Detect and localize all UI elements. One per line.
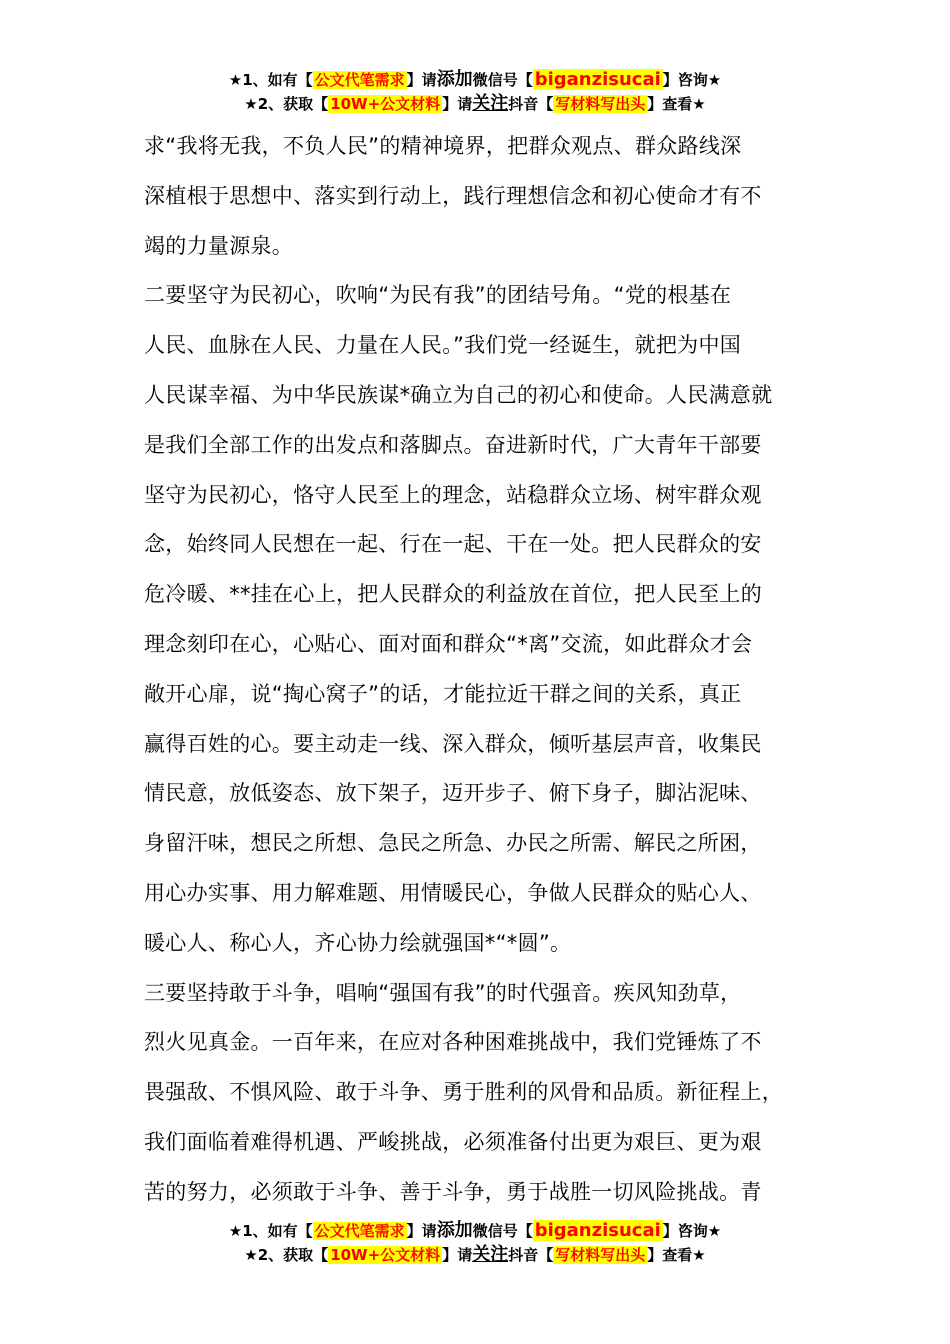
body-line: 敞开心扉，说“掏心窝子”的话，才能拉近干群之间的关系，真正	[144, 681, 742, 706]
body-line: 危冷暖、**挂在心上，把人民群众的利益放在首位，把人民至上的	[144, 582, 762, 607]
body-line: 坚守为民初心，恪守人民至上的理念，站稳群众立场、树牢群众观	[144, 482, 762, 507]
body-line: 赢得百姓的心。要主动走一线、深入群众，倾听基层声音，收集民	[144, 731, 762, 756]
body-line: 情民意，放低姿态、放下架子，迈开步子、俯下身子，脚沾泥味、	[144, 781, 762, 806]
body-line: 人民谋幸福、为中华民族谋*确立为自己的初心和使命。人民满意就	[144, 382, 773, 407]
body-line: 二要坚守为民初心，吹响“为民有我”的团结号角。“党的根基在	[144, 283, 732, 308]
body-line: 理念刻印在心，心贴心、面对面和群众“*离”交流，如此群众才会	[144, 631, 753, 656]
body-line: 我们面临着难得机遇、严峻挑战，必须准备付出更为艰巨、更为艰	[144, 1129, 762, 1154]
body-line: 人民、血脉在人民、力量在人民。”我们党一经诞生，就把为中国	[144, 333, 742, 358]
highlight-materials: 10W+公文材料	[330, 95, 441, 113]
footer-banner	[0, 1219, 950, 1267]
body-line: 竭的力量源泉。	[144, 233, 294, 258]
document-body	[144, 122, 834, 1218]
body-line: 求“我将无我，不负人民”的精神境界，把群众观点、群众路线深	[144, 134, 742, 158]
highlight-ghostwriting: 公文代笔需求	[314, 1222, 405, 1240]
header-line-1: ★1、如有【 公文代笔需求 】请添加微信号【 biganzisucai 】咨询★	[228, 69, 722, 90]
body-line: 烈火见真金。一百年来，在应对各种困难挑战中，我们党锤炼了不	[144, 1030, 762, 1055]
header-line-2: ★2、获取【 10W+公文材料 】请关注抖音【 写材料写出头 】查看★	[244, 93, 706, 114]
footer-line-2: ★2、获取【 10W+公文材料 】请关注抖音【 写材料写出头 】查看★	[244, 1244, 706, 1265]
body-line: 是我们全部工作的出发点和落脚点。奋进新时代，广大青年干部要	[144, 432, 762, 457]
body-line: 念，始终同人民想在一起、行在一起、干在一处。把人民群众的安	[144, 532, 762, 557]
header-banner	[0, 68, 950, 116]
body-line: 苦的努力，必须敢于斗争、善于斗争，勇于战胜一切风险挑战。青	[144, 1179, 762, 1204]
highlight-douyin[interactable]: 写材料写出头	[555, 95, 646, 113]
body-line: 畏强敌、不惧风险、敢于斗争、勇于胜利的风骨和品质。新征程上，	[144, 1080, 783, 1105]
body-line: 暖心人、称心人，齐心协力绘就强国*“*圆”。	[144, 930, 572, 955]
highlight-wechat-id[interactable]: biganzisucai	[534, 69, 661, 90]
body-line: 深植根于思想中、落实到行动上，践行理想信念和初心使命才有不	[144, 183, 762, 208]
highlight-wechat-id[interactable]: biganzisucai	[534, 1220, 661, 1241]
highlight-douyin[interactable]: 写材料写出头	[555, 1246, 646, 1264]
body-line: 身留汗味，想民之所想、急民之所急、办民之所需、解民之所困，	[144, 831, 762, 856]
footer-line-1: ★1、如有【 公文代笔需求 】请添加微信号【 biganzisucai 】咨询★	[228, 1220, 722, 1241]
highlight-materials: 10W+公文材料	[330, 1246, 441, 1264]
body-line: 三要坚持敢于斗争，唱响“强国有我”的时代强音。疾风知劲草，	[144, 980, 742, 1005]
highlight-ghostwriting: 公文代笔需求	[314, 71, 405, 89]
body-line: 用心办实事、用力解难题、用情暖民心，争做人民群众的贴心人、	[144, 880, 762, 905]
